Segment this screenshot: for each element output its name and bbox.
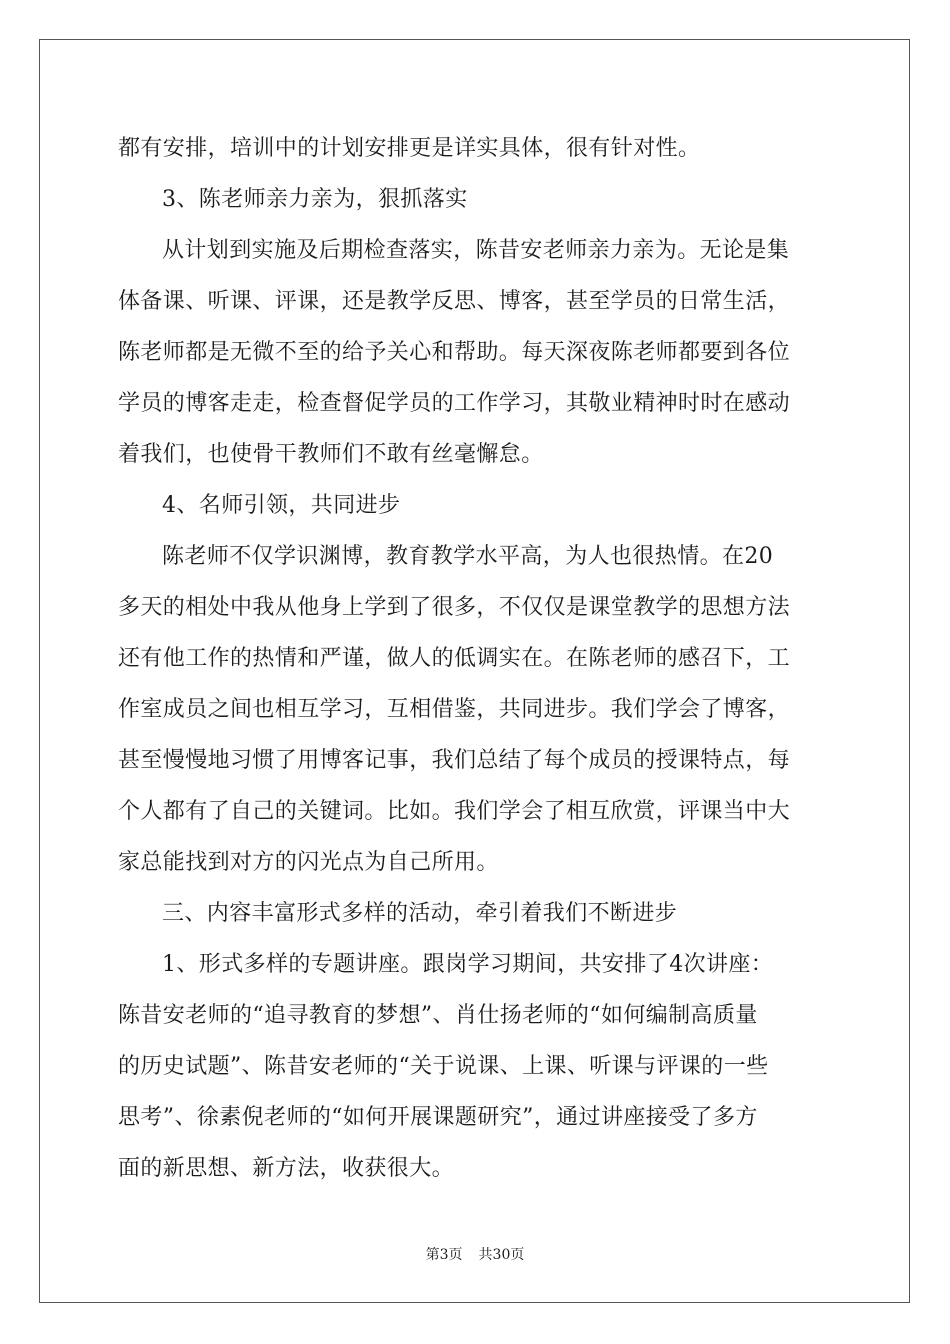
page-number: 第3页 [425, 1247, 463, 1263]
section-heading: 3、陈老师亲力亲为，狠抓落实 [162, 187, 468, 212]
text-line: 多天的相处中我从他身上学到了很多，不仅仅是课堂教学的思想方法 [118, 595, 791, 620]
text-line: 作室成员之间也相互学习，互相借鉴，共同进步。我们学会了博客， [118, 697, 791, 722]
text-line: 甚至慢慢地习惯了用博客记事，我们总结了每个成员的授课特点，每 [118, 748, 791, 773]
text-line: 都有安排，培训中的计划安排更是详实具体，很有针对性。 [118, 136, 701, 161]
section-heading: 4、名师引领，共同进步 [162, 493, 401, 518]
page-footer [0, 1246, 950, 1264]
text-line: 还有他工作的热情和严谨，做人的低调实在。在陈老师的感召下，工 [118, 646, 791, 671]
section-heading: 三、内容丰富形式多样的活动，牵引着我们不断进步 [162, 901, 678, 926]
text-line: 陈老师都是无微不至的给予关心和帮助。每天深夜陈老师都要到各位 [118, 340, 791, 365]
text-line: 陈昔安老师的“追寻教育的梦想”、肖仕扬老师的“如何编制高质量 [118, 1003, 758, 1028]
text-line: 学员的博客走走，检查督促学员的工作学习，其敬业精神时时在感动 [118, 391, 791, 416]
text-line: 1、形式多样的专题讲座。跟岗学习期间，共安排了4次讲座： [162, 952, 774, 977]
text-line: 的历史试题”、陈昔安老师的“关于说课、上课、听课与评课的一些 [118, 1054, 769, 1079]
text-line: 陈老师不仅学识渊博，教育教学水平高，为人也很热情。在20 [162, 544, 774, 569]
page-total: 共30页 [478, 1247, 525, 1263]
text-line: 面的新思想、新方法，收获很大。 [118, 1156, 455, 1181]
text-line: 个人都有了自己的关键词。比如。我们学会了相互欣赏，评课当中大 [118, 799, 791, 824]
text-line: 着我们，也使骨干教师们不敢有丝毫懈怠。 [118, 442, 544, 467]
text-line: 家总能找到对方的闪光点为自己所用。 [118, 850, 499, 875]
text-line: 体备课、听课、评课，还是教学反思、博客，甚至学员的日常生活， [118, 289, 791, 314]
text-line: 思考”、徐素倪老师的“如何开展课题研究”，通过讲座接受了多方 [118, 1105, 758, 1130]
text-line: 从计划到实施及后期检查落实，陈昔安老师亲力亲为。无论是集 [162, 238, 790, 263]
